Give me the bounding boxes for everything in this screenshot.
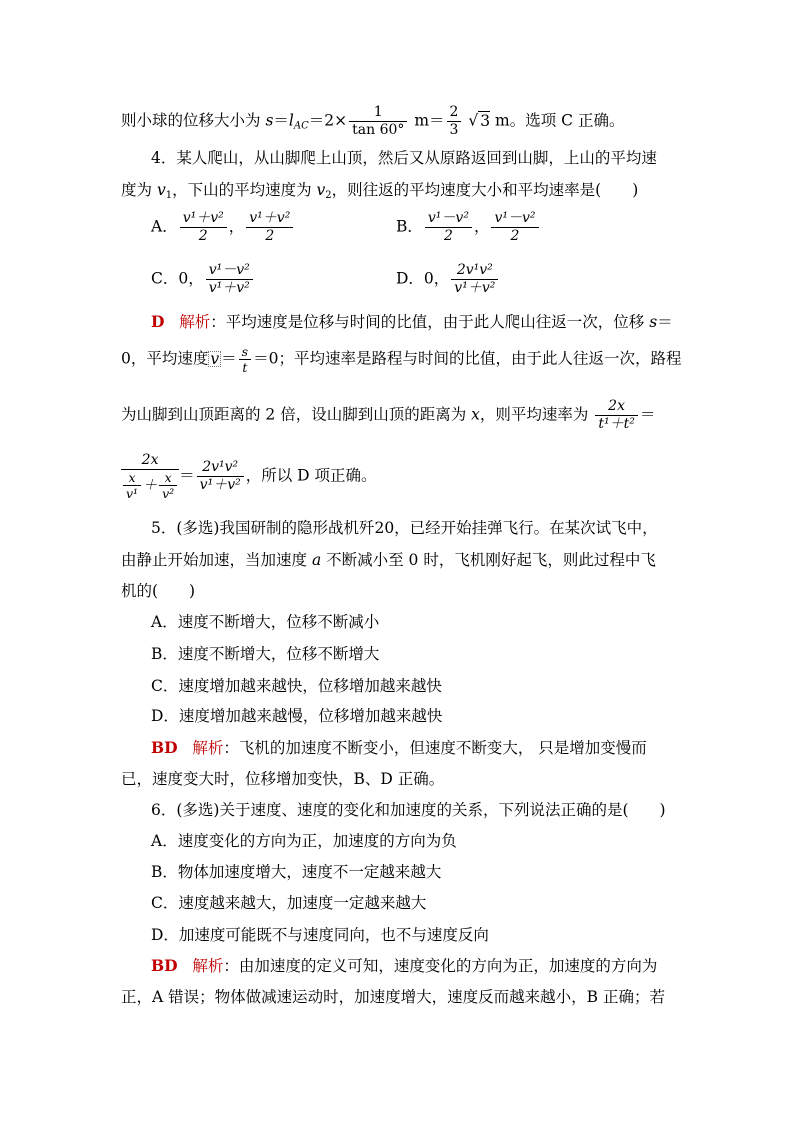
q4-option-a (151, 210, 295, 245)
var-s: s (649, 313, 658, 331)
denominator: 2 (510, 228, 520, 244)
text: ＝ (639, 405, 656, 424)
answer-key: BD (151, 738, 178, 757)
fraction (180, 210, 227, 245)
fraction (123, 470, 141, 501)
q4-option-b (396, 210, 541, 245)
fraction (451, 262, 498, 297)
var-v-bar: v (210, 349, 220, 368)
denominator (121, 470, 179, 501)
text: ＝ (657, 313, 673, 331)
numerator: v¹＋v² (246, 210, 293, 228)
numerator: x (123, 470, 141, 486)
text: 由静止开始加速，当加速度 (121, 551, 312, 569)
denominator: 3 (449, 122, 459, 138)
q6-analysis-line2: 正，A 错误；物体做减速运动时，加速度增大，速度反而越来越小，B 正确；若 (121, 988, 665, 1006)
option-label: C．0， (151, 269, 204, 288)
numerator: s (239, 344, 251, 360)
q5-option-b: B．速度不断增大，位移不断增大 (151, 645, 380, 663)
option-label: A． (151, 217, 178, 236)
denominator: 2 (443, 228, 453, 244)
text: ，则平均速率为 (479, 405, 594, 424)
var-a: a (311, 551, 322, 569)
text: ：飞机的加速度不断变小，但速度不断变大， 只是增加变慢而 (223, 739, 647, 757)
numerator: 2x (595, 398, 637, 416)
solution-line-displacement: 则小球的位移大小为 $s=l_{AC}=2\times$ $\frac{1}{\tan 60^\circ}$ m＝ $\frac{2}{3}$ √ 3 m。选项 C 正确。 (121, 104, 625, 138)
fraction (206, 262, 253, 297)
q6-option-b: B．物体加速度增大，速度不一定越来越大 (151, 863, 442, 881)
numerator: v¹－v² (206, 262, 253, 280)
q4-option-d (396, 262, 500, 297)
q6-option-d: D．加速度可能既不与速度同向，也不与速度反向 (151, 926, 489, 944)
text: ＝ (221, 349, 237, 368)
sqrt-radicand: 3 (480, 111, 491, 130)
numerator: v¹－v² (491, 210, 538, 228)
text: ＝ (273, 111, 289, 130)
q5-stem-line2 (121, 550, 656, 570)
text: ，下山的平均速度为 (172, 181, 317, 199)
analysis-label: 解析 (192, 957, 224, 975)
text: ＝ (179, 466, 195, 485)
denominator: 2 (265, 228, 275, 244)
analysis-label: 解析 (179, 313, 211, 331)
numerator: v¹－v² (425, 210, 472, 228)
text: ：由加速度的定义可知，速度变化的方向为正，加速度的方向为 (223, 957, 658, 975)
text: 度为 (121, 181, 157, 199)
q6-stem-line1: 6．(多选)关于速度、速度的变化和加速度的关系，下列说法正确的是( ) (151, 801, 666, 819)
subscript: 2 (325, 190, 332, 201)
q4-analysis-line2 (121, 344, 681, 375)
numerator: 2x (121, 452, 179, 470)
numerator: 2v¹v² (197, 459, 244, 477)
fraction (159, 470, 177, 501)
text: 不断减小至 0 时，飞机刚好起飞，则此过程中飞 (321, 551, 656, 569)
text: 0，平均速度 (121, 349, 209, 368)
numerator: 2v¹v² (451, 262, 498, 280)
q6-option-a: A．速度变化的方向为正，加速度的方向为负 (151, 832, 457, 850)
text: ＝0；平均速率是路程与时间的比值，由于此人往返一次，路程 (253, 349, 682, 368)
text: ， (228, 217, 245, 236)
denominator: tan 60° (352, 122, 405, 138)
option-label: B． (396, 217, 423, 236)
denominator: v¹＋v² (208, 280, 250, 296)
fraction-2-3 (447, 104, 462, 139)
analysis-label: 解析 (192, 739, 224, 757)
nested-fraction (121, 452, 179, 501)
numerator: v¹＋v² (180, 210, 227, 228)
denominator: t¹＋t² (598, 416, 635, 432)
fraction (425, 210, 472, 245)
denominator: v² (162, 486, 175, 501)
q4-option-c (151, 262, 255, 297)
q5-analysis-line1 (151, 738, 647, 758)
fraction (197, 459, 244, 494)
var-v: v (316, 181, 326, 199)
text: ，则往返的平均速度大小和平均速率是( ) (331, 181, 639, 199)
denominator: 2 (198, 228, 208, 244)
fraction (491, 210, 538, 245)
q5-stem-line1: 5．(多选)我国研制的隐形战机歼20，已经开始挂弹飞行。在某次试飞中， (151, 519, 658, 537)
q4-analysis-line4 (121, 452, 377, 501)
var-l: l (288, 111, 294, 130)
answer-key: BD (151, 956, 178, 975)
fraction-1-over-tan60 (349, 104, 407, 139)
numerator: x (159, 470, 177, 486)
q5-analysis-line2: 已，速度变大时，位移增加变快，B、D 正确。 (121, 770, 445, 788)
text: ：平均速度是位移与时间的比值，由于此人爬山往返一次，位移 (210, 313, 650, 331)
q5-option-d: D．速度增加越来越慢，位移增加越来越快 (151, 707, 443, 725)
numerator: 1 (349, 104, 407, 122)
text: 则小球的位移大小为 (121, 111, 266, 130)
fraction (246, 210, 293, 245)
denominator: v¹＋v² (199, 477, 241, 493)
q6-analysis-line1 (151, 956, 657, 976)
var-v: v (156, 181, 166, 199)
text: ＝2× (308, 111, 348, 130)
q4-analysis-line1 (151, 312, 673, 332)
text: ，所以 D 项正确。 (245, 466, 377, 485)
q4-stem-line2 (121, 180, 638, 206)
subscript: AC (293, 120, 309, 132)
text: m＝ (409, 111, 445, 130)
q6-option-c: C．速度越来越大，加速度一定越来越大 (151, 894, 427, 912)
q5-option-a: A．速度不断增大，位移不断减小 (151, 613, 380, 631)
denominator: v¹ (126, 486, 139, 501)
var-s: s (265, 111, 274, 130)
text: 为山脚到山顶距离的 2 倍，设山脚到山顶的距离为 (121, 405, 472, 424)
option-label: D．0， (396, 269, 450, 288)
q5-stem-line3: 机的( ) (121, 582, 196, 600)
q4-stem-line1: 4．某人爬山，从山脚爬上山顶，然后又从原路返回到山脚，上山的平均速 (151, 149, 657, 167)
text: m。选项 C 正确。 (490, 111, 625, 130)
var-x: x (471, 405, 480, 424)
answer-key: D (151, 312, 165, 331)
denominator: v¹＋v² (454, 280, 496, 296)
denominator: t (242, 360, 248, 375)
fraction-s-over-t (239, 344, 251, 375)
numerator: 2 (447, 104, 462, 122)
fraction-2x-over-t (595, 398, 637, 433)
text: ， (473, 217, 490, 236)
q4-analysis-line3 (121, 398, 655, 433)
subscript: 1 (165, 190, 173, 201)
text: ＋ (143, 477, 158, 494)
q5-option-c: C．速度增加越来越快，位移增加越来越快 (151, 677, 442, 695)
